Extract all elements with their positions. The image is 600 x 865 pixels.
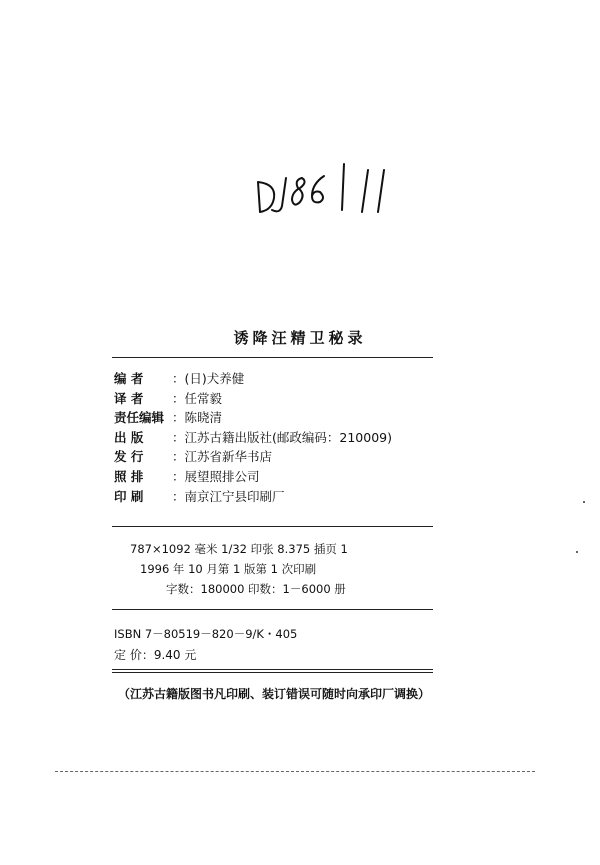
print-specs (130, 541, 430, 601)
credit-label: 照 排 (114, 468, 144, 484)
format-line: 787×1092 毫米 1/32 印张 8.375 插页 1 (130, 542, 348, 556)
credit-value: ：展望照排公司 (172, 468, 260, 484)
credit-label: 发 行 (114, 449, 144, 465)
scan-edge-line (55, 771, 535, 772)
credit-value: ：陈晓清 (172, 410, 223, 426)
rule-double (112, 669, 433, 673)
scan-speck (583, 501, 585, 503)
credit-row (114, 369, 444, 389)
price: 定 价：9.40 元 (114, 648, 197, 662)
credit-value: ：(日)犬养健 (172, 371, 245, 386)
rule-after-specs (112, 609, 433, 610)
credit-value: ：南京江宁县印刷厂 (172, 488, 285, 504)
credit-row (114, 428, 444, 448)
credit-label: 编 者 (114, 371, 144, 386)
credit-label: 出 版 (114, 429, 144, 445)
credit-row (114, 408, 444, 428)
credit-label: 印 刷 (114, 488, 144, 504)
credit-row (114, 487, 444, 507)
credit-value: ：江苏古籍出版社(邮政编码：210009) (172, 429, 392, 445)
credits-block (114, 369, 444, 506)
credit-row (114, 447, 444, 467)
edition-line: 1996 年 10 月第 1 版第 1 次印刷 (140, 562, 317, 576)
credit-row (114, 467, 444, 487)
credit-label: 责任编辑 (114, 410, 165, 426)
credit-row (114, 389, 444, 409)
handwritten-call-number (250, 160, 400, 220)
credit-value: ：江苏省新华书店 (172, 449, 273, 465)
replacement-notice: （江苏古籍版图书凡印刷、装订错误可随时向承印厂调换） (118, 687, 431, 701)
rule-after-credits (112, 526, 433, 527)
scan-speck (576, 551, 578, 553)
isbn: ISBN 7－80519－820－9/K・405 (114, 627, 298, 641)
credit-label: 译 者 (114, 390, 144, 406)
book-title: 诱降汪精卫秘录 (233, 329, 367, 347)
counts-line: 字数：180000 印数：1－6000 册 (166, 582, 346, 596)
rule-top (112, 357, 433, 358)
credit-value: ：任常毅 (172, 390, 223, 406)
